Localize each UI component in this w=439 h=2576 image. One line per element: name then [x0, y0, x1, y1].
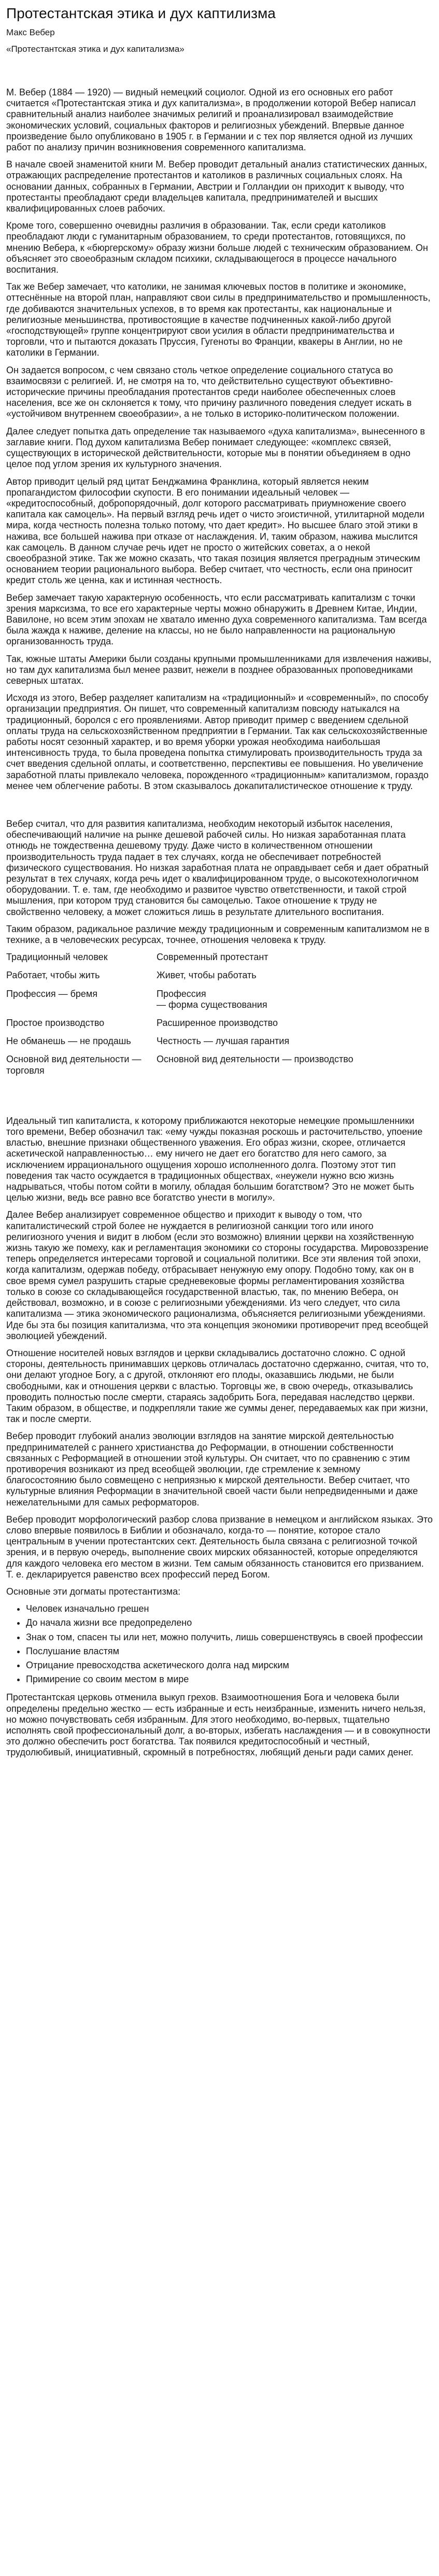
paragraph: Основные эти догматы протестантизма:: [6, 1586, 181, 1597]
list-item: • До начала жизни все предопределено: [26, 1617, 433, 1628]
table-row: [6, 1054, 353, 1083]
paragraph: Так, южные штаты Америки были созданы крупными промышленниками для извлечения наживы, но там дух капитализма был менее развит, нежели в позднее образованных проповедниками северных штатах.: [6, 653, 432, 686]
paragraph: Идеальный тип капиталиста, к которому приближаются некоторые немецкие промышленники того времени, Вебер обозначил так: «ему чужды показная роскошь и расточительство, упоение властью, внешние признаки общественного уважения. Его образ жизни, скорее, отличается аскетической направленностью… ему ничего не дает его богатство для него самого, за исключением иррационального ощущения хорошо исполненного долга. Поэтому этот тип поведения так часто осуждается в традиционных обществах, «неужели нужно всю жизнь надрываться, чтобы потом сойти в могилу, обладая большим богатством? Это не может быть целью жизни, ведь все равно все богатство унести в могилу».: [6, 1115, 423, 1203]
table-row: [6, 989, 353, 1018]
paragraph: Далее Вебер анализирует современное общество и приходит к выводу о том, что капиталистический строй более не нуждается в религиозной санкции того или иного религиозного учения и видит в любом (если это возможно) влиянии церкви на хозяйственную жизнь такую же помеху, как и регламентация экономики со стороны государства. Мировоззрение теперь определяется интересами торговой и социальной политики. Все эти явления той эпохи, когда капитализм, одержав победу, отбрасывает ненужную ему опору. Подобно тому, как он в свое время сумел разрушить старые средневековые формы регламентирования хозяйства только в союзе со складывающейся государственной властью, так, по мнению Вебера, он действовал, возможно, и в союзе с религиозными убеждениями. Из чего следует, что сила капитализма — этика экономического рационализма, объясняется религиозными убеждениями. Иде бы эта бы позиция капитализма, что эта концепция экономики противоречит пред всеобщей эволюцией убеждений.: [6, 1209, 429, 1341]
modern-cell: Современный протестант: [157, 952, 268, 963]
traditional-cell: Профессия — бремя: [6, 988, 98, 999]
traditional-cell: Традиционный человек: [6, 952, 108, 963]
paragraph: Отношение носителей новых взглядов и церкви складывались достаточно сложно. С одной стороны, деятельность принимавших церковь отличалась достаточно сдержанно, считая, что то, они делают угодное Богу, а с другой, отклоняют его плоды, оказавшись людьми, не были свободными, как и отношения церкви с властью. Торговцы же, в свою очередь, отказывались проводить полностью после смерти, стараясь задобрить Бога, передавая наследство церкви. Таким образом, в обществе, и подкрепляли такие же суммы денег, передаваемых как при жизни, так и после смерти.: [6, 1347, 429, 1425]
page-title: Протестантская этика и дух каптилизма: [6, 5, 276, 21]
traditional-cell: Основной вид деятельности — торговля: [6, 1054, 141, 1076]
section-b: [6, 819, 433, 946]
dogmas-list: [6, 1603, 433, 1685]
list-item: • Послушание властям: [26, 1646, 433, 1657]
traditional-cell: Простое производство: [6, 1018, 105, 1029]
paragraph: Вебер проводит глубокий анализ эволюции взглядов на занятие мирской деятельностью предпринимателей с раннего христианства до Реформации, в отношении собственности связанных с Реформацией в отношении этой культуры. Он считает, что по сравнению с этим противоречия возникают из пред всеобщей эволюции, где стремление к земному благосостоянию было совмещено с неприязнью к мирской деятельности. Вебер считает, что культурные влияния Реформации в значительной своей части были непредвиденными и даже нежелательными для самых реформаторов.: [6, 1431, 418, 1508]
section-d: [6, 1692, 433, 1758]
list-item: • Человек изначально грешен: [26, 1603, 433, 1614]
work-title: «Протестантская этика и дух капитализма»: [6, 44, 185, 54]
traditional-cell: Работает, чтобы жить: [6, 970, 100, 981]
list-item: • Отрицание превосходства аскетического долга над мирским: [26, 1660, 433, 1671]
table-row: [6, 1036, 353, 1054]
paragraph: В начале своей знаменитой книги М. Вебер проводит детальный анализ статистических данных, отражающих распределение протестантов и католиков в различных социальных слоях. На основании данных, собранных в Германии, Австрии и Голландии он приходит к выводу, что протестанты преобладают среди владельцев капитала, предпринимателей и высших квалифицированных слоев рабочих.: [6, 159, 428, 214]
traditional-cell: Не обманешь — не продашь: [6, 1036, 131, 1047]
paragraph: Далее следует попытка дать определение так называемого «духа капитализма», вынесенного в заглавие книги. Под духом капитализма Вебер понимает следующее: «комплекс связей, существующих в исторической действительности, которые мы в понятии объединяем в одно целое под углом зрения их культурного значения.: [6, 426, 425, 470]
spacer: [6, 1095, 433, 1116]
modern-cell: Честность — лучшая гарантия: [157, 1036, 290, 1047]
modern-cell: Основной вид деятельности — производство: [157, 1054, 353, 1065]
section-c: [6, 1116, 433, 1597]
list-item: • Примирение со своим местом в мире: [26, 1674, 433, 1685]
paragraph: Вебер проводит морфологический разбор слова призвание в немецком и английском языках. Это слово впервые появилось в Библии и обозначало, когда-то — понятие, которое стало центральным в учении протестантских сект. Деятельность была связана с религиозной точкой зрения, и в первую очередь, выполнение своих мирских обязанностей, которые определяются для каждого человека его местом в жизни. Тем самым обязанность становится его призванием. Т. е. декларируется равенство всех профессий перед Богом.: [6, 1514, 433, 1580]
paragraph: Автор приводит целый ряд цитат Бенджамина Франклина, который является неким пропагандистом философии скупости. В его понимании идеальный человек — «кредитоспособный, добропорядочный, долг которого рассматривать приумножение своего капитала как самоцель». На первый взгляд речь идет о чисто эгоистичной, утилитарной модели мира, когда честность полезна только потому, что дает кредит». Но высшее благо этой этики в нажива, все большей нажива при отказе от наслаждения. И, таким образом, нажива мыслится как самоцель. В данном случае речь идет не просто о житейских советах, а о некой своеобразной этике. Так же можно сказать, что такая позиция является преградным этическим основанием теории рационального выбора. Вебер считает, что честность, если она приносит кредит столь же ценна, как и истинная честность.: [6, 476, 424, 586]
paragraph: Так же Вебер замечает, что католики, не занимая ключевых постов в политике и экономике, оттеснённые на второй план, направляют свои силы в предпринимательство и промышленность, где добиваются значительных успехов, в то время как протестанты, как национальные и религиозные меньшинства, противостоящие в качестве подчиненных какой-либо другой «господствующей» группе концентрируют свои усилия в области предпринимательства и торговли, что и пытаются доказать Пруссия, Гугеноты во Франции, квакеры в Англии, но не католики в Германии.: [6, 281, 431, 358]
paragraph: Он задается вопросом, с чем связано столь четкое определение социального статуса во взаимосвязи с религией. И, не смотря на то, что действительно существуют объективно-исторические причины преобладания протестантов среди наиболее обеспеченных слоев населения, все же он склоняется к тому, что причину различного поведения следует искать в «устойчивом внутреннем своеобразии», а не только в историко-политическом положении.: [6, 364, 412, 419]
comparison-table: [6, 952, 353, 1083]
list-item: • Знак о том, спасен ты или нет, можно получить, лишь совершенствуясь в своей профессии: [26, 1632, 433, 1643]
paragraph: Вебер замечает такую характерную особенность, что если рассматривать капитализм с точки зрения марксизма, то все его характерные черты можно обнаружить в Древнем Китае, Индии, Вавилоне, но всем этим эпохам не хватало именно духа современного капитализма. Там всегда была жажда к наживе, деление на классы, но не было направленности на рациональную организованность труда.: [6, 592, 427, 647]
paragraph: Вебер считал, что для развития капитализма, необходим некоторый избыток населения, обеспечивающий наличие на рынке дешевой рабочей силы. Но низкая заработанная плата отнюдь не тождественна дешевому труду. Даже чисто в количественном отношении производительность труда падает в тех случаях, когда не обеспечивает потребностей физического существования. Но низкая заработная плата не оправдывает себя и дает обратный результат в тех случаях, когда речь идет о квалифицированном труде, о высокотехнологичном оборудовании. Т. е. там, где необходимо и развитое чувство ответственности, и такой строй мышления, при котором труд становится бы самоцелью. Такое отношение к труду не свойственно человеку, а может сложиться лишь в результате длительного воспитания.: [6, 818, 429, 917]
table-row: [6, 970, 353, 988]
table-row: [6, 1018, 353, 1036]
table-row: [6, 952, 353, 970]
spacer: [6, 798, 433, 819]
paragraph: Исходя из этого, Вебер разделяет капитализм на «традиционный» и «современный», по способу организации предприятия. Он пишет, что современный капитализм повсюду натыкался на традиционный, боролся с его проявлениями. Автор приводит пример с введением сдельной оплаты труда на сельскохозяйственном предприятии в Германии. Так как сельскохозяйственные работы носят сезонный характер, и во время уборки урожая необходима наибольшая интенсивность труда, то была проведена попытка стимулировать производительность труда за счет введения сдельной оплаты, и соответственно, перспективы ее повышения. Но увеличение заработной платы привлекало человека, порожденного «традиционным» капитализмом, гораздо менее чем облегчение работы. В этом сказывалось докапиталистическое отношение к труду.: [6, 693, 429, 791]
paragraph: Кроме того, совершенно очевидны различия в образовании. Так, если среди католиков преобладают люди с гуманитарным образованием, то среди протестантов, готовящихся, по мнению Вебера, к «бюргерскому» образу жизни больше людей с техническим образованием. Он объясняет это своеобразным складом психики, складывающегося в процессе начального воспитания.: [6, 220, 428, 275]
author-name: Макс Вебер: [6, 27, 55, 37]
modern-cell: Живет, чтобы работать: [157, 970, 257, 981]
section-a: [6, 87, 433, 792]
paragraph: Протестантская церковь отменила выкуп грехов. Взаимоотношения Бога и человека были определены предельно жестко — есть избранные и есть неизбранные, изменить ничего нельзя, но можно почувствовать себя избранным. Для этого необходимо, во-первых, тщательно исполнять свой профессиональный долг, а во-вторых, избегать наслаждения — и в совокупности это должно обеспечить рост богатства. Так появился кредитоспособный и честный, трудолюбивый, инициативный, скромный в потребностях, любящий деньги ради самих денег.: [6, 1692, 431, 1758]
modern-cell: Профессия — форма существования: [157, 988, 267, 1010]
paragraph: М. Вебер (1884 — 1920) — видный немецкий социолог. Одной из его основных его работ считается «Протестантская этика и дух капитализма», в продолжении которой Вебер написал сравнительный анализ наиболее значимых религий и проанализировал взаимодействие экономических условий, социальных факторов и религиозных убеждений. Впервые данное произведение было опубликовано в 1905 г. в Германии и с тех пор является одной из лучших работ по анализу причин возникновения современного капитализма.: [6, 87, 416, 153]
paragraph: Таким образом, радикальное различие между традиционным и современным капитализмом не в технике, а в человеческих ресурсах, точнее, отношения человека к труду.: [6, 923, 430, 946]
modern-cell: Расширенное производство: [157, 1018, 278, 1029]
